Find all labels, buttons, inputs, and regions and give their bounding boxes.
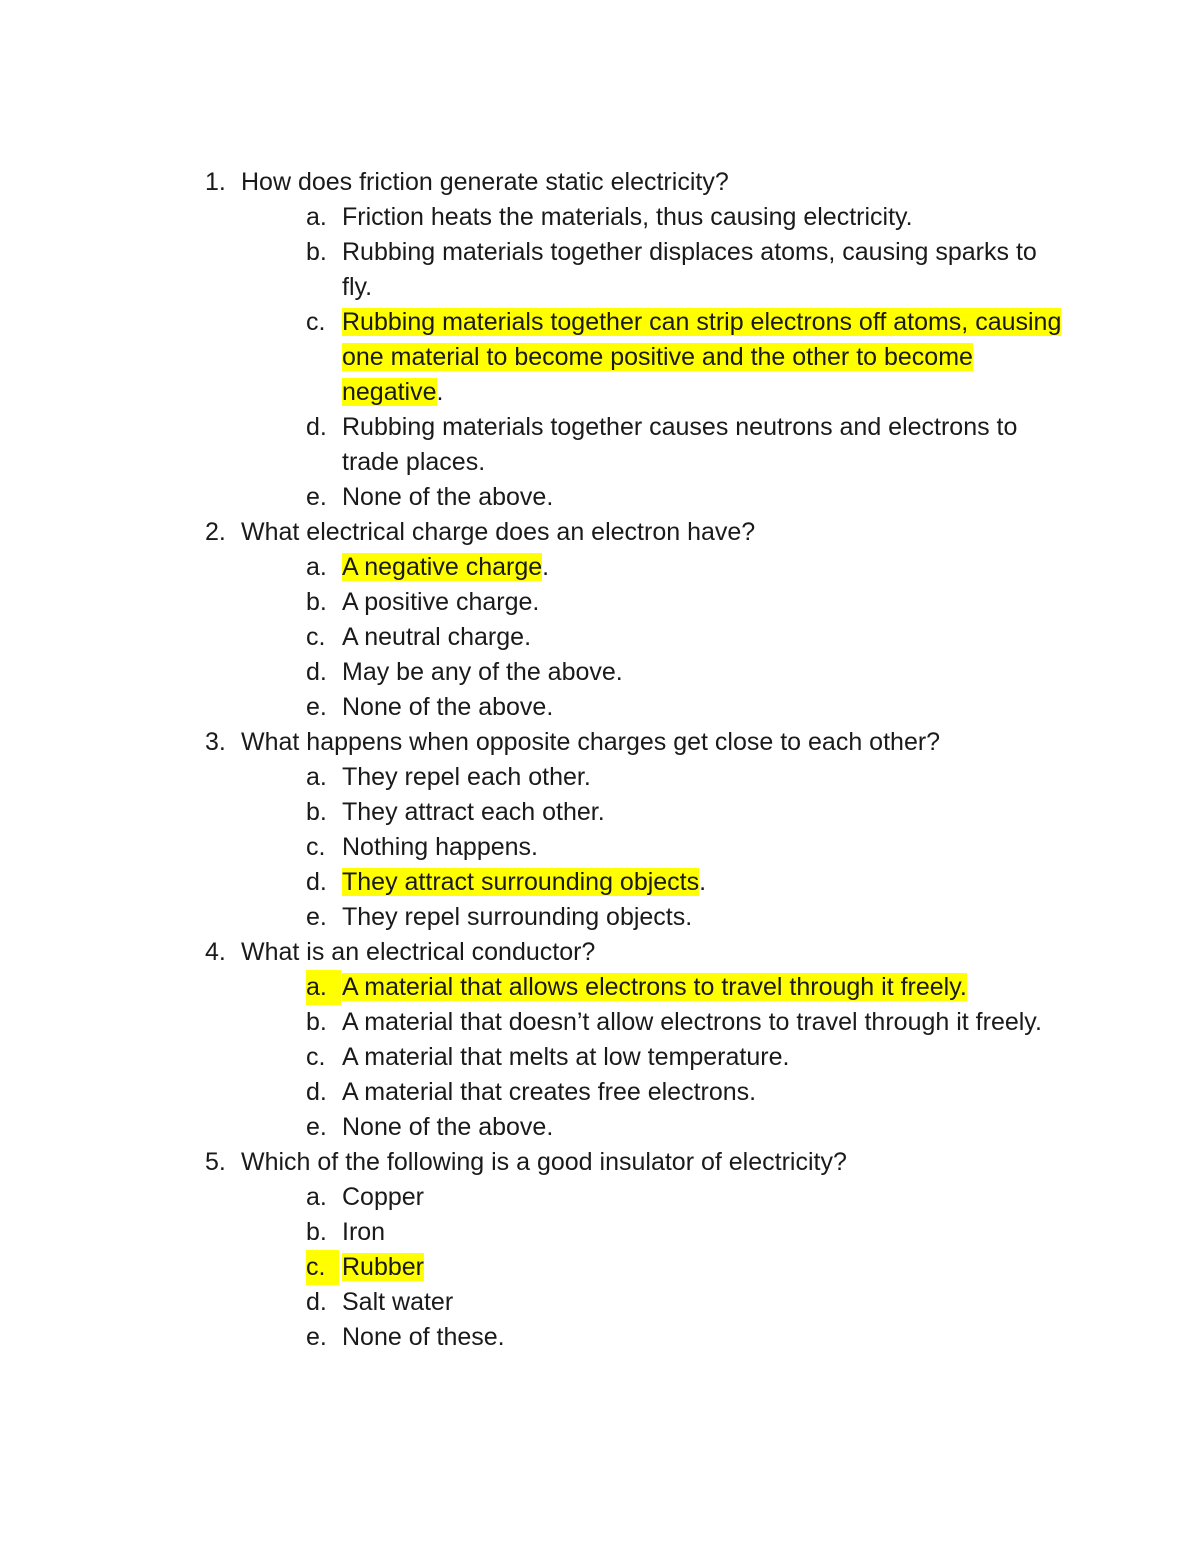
answer-option xyxy=(0,480,1062,515)
answer-option xyxy=(0,1320,1062,1355)
answer-option xyxy=(0,760,1062,795)
option-text: Copper xyxy=(342,1183,424,1211)
option-text: A material that creates free electrons. xyxy=(342,1078,757,1106)
option-letter: d. xyxy=(306,1288,327,1316)
option-letter: c. xyxy=(306,833,326,861)
option-text: They attract each other. xyxy=(342,798,605,826)
answer-option xyxy=(0,550,1062,585)
question-2 xyxy=(0,515,1200,550)
option-text: Salt water xyxy=(342,1288,454,1316)
answer-option xyxy=(0,1250,1062,1285)
option-letter: d. xyxy=(306,658,327,686)
highlighted-answer-text: A material that allows electrons to travel through it freely. xyxy=(342,973,967,1001)
option-letter: e. xyxy=(306,483,327,511)
option-letter: e. xyxy=(306,903,327,931)
option-letter: b. xyxy=(306,588,327,616)
option-letter: e. xyxy=(306,1113,327,1141)
option-text: They repel each other. xyxy=(342,763,591,791)
option-text: May be any of the above. xyxy=(342,658,623,686)
question-number: 4. xyxy=(205,938,226,966)
question-3 xyxy=(0,725,1200,760)
answer-option xyxy=(0,830,1062,865)
option-letter: a. xyxy=(306,553,327,581)
option-text: Nothing happens. xyxy=(342,833,538,861)
question-text: What electrical charge does an electron have? xyxy=(241,518,756,546)
option-text: A positive charge. xyxy=(342,588,540,616)
option-letter: b. xyxy=(306,1008,327,1036)
option-letter: a. xyxy=(306,763,327,791)
option-letter: e. xyxy=(306,1323,327,1351)
answer-option xyxy=(0,1110,1062,1145)
question-5 xyxy=(0,1145,1200,1180)
highlighted-answer-text: Rubber xyxy=(342,1253,424,1281)
answer-option xyxy=(0,690,1062,725)
answer-option xyxy=(0,235,1062,305)
option-text: None of the above. xyxy=(342,693,554,721)
question-number: 1. xyxy=(205,168,226,196)
answer-option xyxy=(0,410,1062,480)
option-text: None of the above. xyxy=(342,1113,554,1141)
option-letter: c. xyxy=(306,1250,339,1285)
option-text: A material that doesn’t allow electrons to travel through it freely. xyxy=(342,1008,1042,1036)
option-text: Friction heats the materials, thus causing electricity. xyxy=(342,203,913,231)
highlighted-answer-text: Rubbing materials together can strip electrons off atoms, causing one material to become positive and the other to become negative xyxy=(342,308,1062,406)
answer-option xyxy=(0,1215,1062,1250)
question-text: Which of the following is a good insulator of electricity? xyxy=(241,1148,847,1176)
answer-option xyxy=(0,900,1062,935)
option-letter: a. xyxy=(306,970,341,1005)
option-text: Rubbing materials together displaces atoms, causing sparks to fly. xyxy=(342,238,1037,301)
question-text: How does friction generate static electricity? xyxy=(241,168,729,196)
option-letter: b. xyxy=(306,1218,327,1246)
option-text: None of these. xyxy=(342,1323,505,1351)
question-number: 2. xyxy=(205,518,226,546)
question-1 xyxy=(0,165,1200,200)
answer-option xyxy=(0,305,1062,410)
answer-option xyxy=(0,1075,1062,1110)
highlighted-answer-text: A negative charge xyxy=(342,553,543,581)
option-text-suffix: . xyxy=(436,378,444,406)
option-text: A material that melts at low temperature. xyxy=(342,1043,790,1071)
answer-option xyxy=(0,795,1062,830)
question-text: What is an electrical conductor? xyxy=(241,938,596,966)
option-text: Rubbing materials together causes neutrons and electrons to trade places. xyxy=(342,413,1018,476)
option-letter: d. xyxy=(306,1078,327,1106)
option-text-suffix: . xyxy=(699,868,707,896)
quiz-document xyxy=(0,165,1200,1355)
option-letter: a. xyxy=(306,203,327,231)
answer-option xyxy=(0,200,1062,235)
option-text: None of the above. xyxy=(342,483,554,511)
option-text: Iron xyxy=(342,1218,386,1246)
answer-option xyxy=(0,865,1062,900)
option-letter: c. xyxy=(306,1043,326,1071)
question-number: 3. xyxy=(205,728,226,756)
option-letter: c. xyxy=(306,308,326,336)
question-4 xyxy=(0,935,1200,970)
answer-option xyxy=(0,1040,1062,1075)
answer-option xyxy=(0,655,1062,690)
option-text: They repel surrounding objects. xyxy=(342,903,693,931)
answer-option xyxy=(0,585,1062,620)
option-letter: e. xyxy=(306,693,327,721)
option-letter: c. xyxy=(306,623,326,651)
option-letter: d. xyxy=(306,868,327,896)
answer-option xyxy=(0,1005,1062,1040)
highlighted-answer-text: They attract surrounding objects xyxy=(342,868,700,896)
option-letter: a. xyxy=(306,1183,327,1211)
option-text: A neutral charge. xyxy=(342,623,532,651)
option-letter: d. xyxy=(306,413,327,441)
answer-option xyxy=(0,970,1062,1005)
answer-option xyxy=(0,1180,1062,1215)
option-letter: b. xyxy=(306,238,327,266)
option-text-suffix: . xyxy=(542,553,550,581)
question-text: What happens when opposite charges get close to each other? xyxy=(241,728,941,756)
option-letter: b. xyxy=(306,798,327,826)
question-number: 5. xyxy=(205,1148,226,1176)
answer-option xyxy=(0,1285,1062,1320)
answer-option xyxy=(0,620,1062,655)
